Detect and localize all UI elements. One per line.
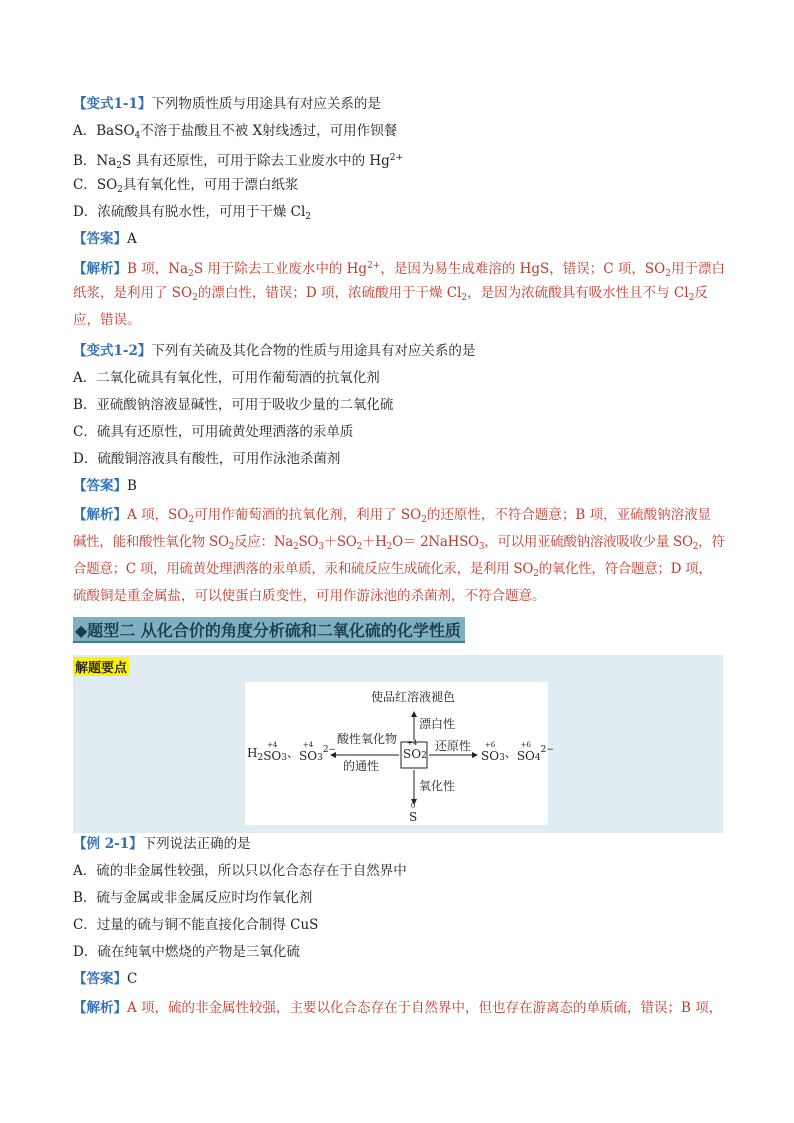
bleach-result-text: 使品红溶液褪色: [371, 690, 456, 704]
variant-1-1-option-c: C．$SO_2$具有氧化性，可用于漂白纸浆: [73, 177, 299, 195]
left-species: $H_2$ +4 $SO_3$、 +4 $SO_3^{2-}$: [247, 741, 337, 763]
example-2-1-question: 【例 2-1】下列说法正确的是: [73, 836, 251, 852]
keypoint-label: 解题要点: [73, 657, 129, 676]
variant-1-2-analysis-line-3: 合题意；C 项，用硫黄处理洒落的汞单质，汞和硫反应生成硫化汞，是利用 $SO_2$的氧化性，符合题意；D 项，: [73, 561, 712, 579]
variant-1-2-question: 【变式1-2】下列有关硫及其化合物的性质与用途具有对应关系的是: [73, 343, 476, 359]
so2-valence-diagram: [245, 682, 554, 825]
variant-1-1-analysis-line-1: 【解析】B 项，$Na_2S$ 用于除去工业废水中的 $Hg^{2+}$，是因为易生成难溶的 HgS，错误；C 项，$SO_2$用于漂白: [73, 261, 725, 279]
bottom-species: 0 S: [409, 802, 418, 824]
variant-1-2-analysis-line-1: 【解析】A 项，$SO_2$可用作葡萄酒的抗氧化剂，利用了 $SO_2$的还原性，不符合题意；B 项，亚硫酸钠溶液显: [73, 507, 712, 525]
reducing-label: 还原性: [435, 739, 472, 753]
variant-1-1-answer: 【答案】A: [73, 231, 137, 247]
right-species: +6 $SO_3$、 +6 $SO_4^{2-}$: [481, 741, 554, 763]
variant-1-2-answer: 【答案】B: [73, 478, 137, 494]
example-2-1-option-d: D．硫在纯氧中燃烧的产物是三氧化硫: [73, 944, 300, 960]
section-header-bar: [73, 617, 465, 643]
bleaching-label: 漂白性: [419, 717, 456, 731]
center-species: +4 $SO_2$: [403, 739, 427, 761]
example-2-1-option-c: C．过量的硫与铜不能直接化合制得 CuS: [73, 917, 319, 933]
example-2-1-analysis-line-1: 【解析】A 项，硫的非金属性较强，主要以化合态存在于自然界中，但也存在游离态的单质硫，错误；B 项，: [73, 1000, 723, 1016]
example-2-1-option-a: A．硫的非金属性较强，所以只以化合态存在于自然界中: [73, 863, 407, 879]
example-2-1-option-b: B．硫与金属或非金属反应时均作氧化剂: [73, 890, 313, 906]
keypoint-box: [73, 655, 723, 833]
variant-1-1-option-d: D．浓硫酸具有脱水性，可用于干燥 $Cl_2$: [73, 204, 311, 222]
variant-1-2-option-d: D．硫酸铜溶液具有酸性，可用作泳池杀菌剂: [73, 451, 341, 467]
variant-1-2-option-c: C．硫具有还原性，可用硫黄处理洒落的汞单质: [73, 424, 354, 440]
variant-1-1-analysis-line-2: 纸浆，是利用了 $SO_2$的漂白性，错误；D 项，浓硫酸用于干燥 $Cl_2$，是因为浓硫酸具有吸水性且不与 $Cl_2$反: [73, 285, 708, 303]
variant-1-2-option-b: B．亚硫酸钠溶液显碱性，可用于吸收少量的二氧化硫: [73, 397, 394, 413]
variant-1-1-analysis-line-3: 应，错误。: [73, 312, 141, 328]
variant-1-1-option-b: B．$Na_2S$ 具有还原性，可用于除去工业废水中的 $Hg^{2+}$: [73, 153, 404, 171]
example-2-1-answer: 【答案】C: [73, 971, 138, 987]
acid-oxide-label-2: 的通性: [343, 759, 380, 773]
variant-1-2-analysis-line-4: 硫酸铜是重金属盐，可以使蛋白质变性，可用作游泳池的杀菌剂，不符合题意。: [73, 588, 546, 604]
acid-oxide-label-1: 酸性氧化物: [337, 732, 398, 746]
variant-1-2-analysis-line-2: 碱性，能和酸性氧化物 $SO_2$反应：$Na_2SO_3+SO_2+H_2O=$ 2NaHSO$_3$，可以用亚硫酸钠溶液吸收少量 $SO_2$，符: [73, 534, 725, 552]
section-title: ◆题型二 从化合价的角度分析硫和二氧化硫的化学性质: [75, 621, 461, 640]
oxidizing-label: 氧化性: [419, 779, 456, 793]
variant-1-2-option-a: A．二氧化硫具有氧化性，可用作葡萄酒的抗氧化剂: [73, 370, 380, 386]
variant-1-1-question: 【变式1-1】下列物质性质与用途具有对应关系的是: [73, 96, 381, 112]
variant-1-1-option-a: A．BaSO$_4$不溶于盐酸且不被 X射线透过，可用作钡餐: [73, 123, 398, 141]
